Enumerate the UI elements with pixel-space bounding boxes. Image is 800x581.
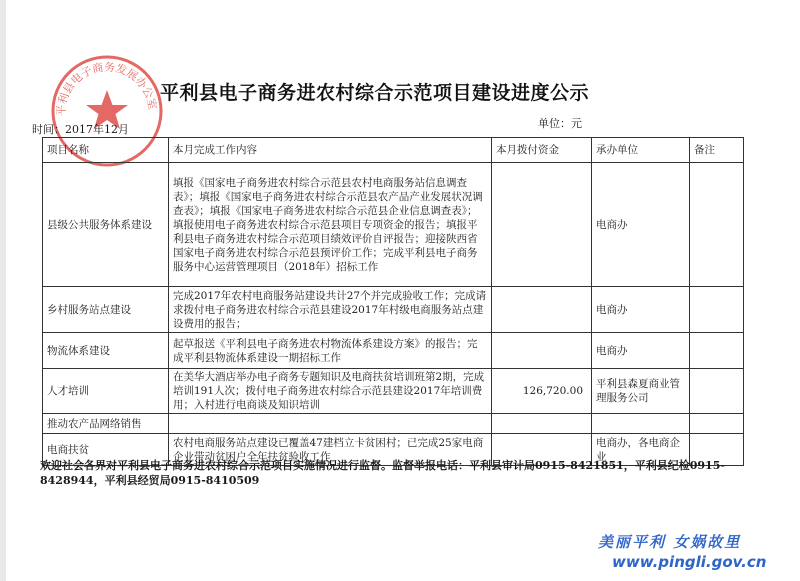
row-project-name: 人才培训 — [43, 369, 169, 414]
row-work-content: 起草报送《平利县电子商务进农村物流体系建设方案》的报告；完成平利县物流体系建设一期招标工作 — [169, 333, 492, 369]
header-work-content: 本月完成工作内容 — [169, 138, 492, 163]
table-row — [43, 369, 744, 414]
row-organizer: 平利县森夏商业管理服务公司 — [592, 369, 690, 414]
site-watermark: 美丽平利 女娲故里 — [598, 533, 742, 551]
row-project-name: 推动农产品网络销售 — [43, 414, 169, 434]
row-funds — [492, 163, 592, 287]
row-funds: 126,720.00 — [492, 369, 592, 414]
row-remarks — [690, 333, 744, 369]
site-url-watermark: www.pingli.gov.cn — [612, 553, 767, 571]
row-funds — [492, 287, 592, 333]
row-work-content: 农村电商服务站点建设已覆盖47建档立卡贫困村；已完成25家电商企业带动贫困户全年扶贫验收工作 — [169, 434, 492, 466]
row-organizer: 电商办，各电商企业 — [592, 434, 690, 466]
row-funds — [492, 414, 592, 434]
row-project-name: 电商扶贫 — [43, 434, 169, 466]
supervision-notice: 欢迎社会各界对平利县电子商务进农村综合示范项目实施情况进行监督。监督举报电话：平利县审计局0915-8421851，平利县纪检0915-8428944，平利县经贸局0915-8410509 — [40, 459, 725, 487]
row-project-name: 乡村服务站点建设 — [43, 287, 169, 333]
table-row — [43, 333, 744, 369]
row-organizer: 电商办 — [592, 287, 690, 333]
progress-table — [42, 137, 744, 466]
header-organizer: 承办单位 — [592, 138, 690, 163]
header-funds: 本月拨付资金 — [492, 138, 592, 163]
table-row — [43, 163, 744, 287]
row-project-name: 物流体系建设 — [43, 333, 169, 369]
currency-unit: 单位：元 — [538, 117, 582, 130]
table-row — [43, 287, 744, 333]
row-work-content: 填报《国家电子商务进农村综合示范县农村电商服务站信息调查表》；填报《国家电子商务进农村综合示范县农产品产业发展状况调查表》；填报《国家电子商务进农村综合示范县企业信息调查表》；填报使用电子商务进农村综合示范县项目专项资金的报告；填报平利县电子商务进农村综合示范项目绩效评价自评报告；迎接陕西省国家电子商务进农村综合示范县预评价工作；完成平利县电子商务服务中心运营管理项目（2018年）招标工作 — [169, 163, 492, 287]
page-title: 平利县电子商务进农村综合示范项目建设进度公示 — [160, 82, 590, 104]
row-organizer: 电商办 — [592, 163, 690, 287]
row-remarks — [690, 163, 744, 287]
header-project-name: 项目名称 — [43, 138, 169, 163]
header-remarks: 备注 — [690, 138, 744, 163]
row-organizer: 电商办 — [592, 333, 690, 369]
row-project-name: 县级公共服务体系建设 — [43, 163, 169, 287]
table-header-row — [43, 138, 744, 163]
row-organizer — [592, 414, 690, 434]
row-remarks — [690, 369, 744, 414]
report-time: 时间：2017年12月 — [32, 123, 129, 136]
svg-text:平利县电子商务发展办公室: 平利县电子商务发展办公室 — [54, 60, 160, 117]
row-work-content — [169, 414, 492, 434]
table-row — [43, 414, 744, 434]
row-remarks — [690, 287, 744, 333]
scan-edge — [0, 0, 6, 581]
row-remarks — [690, 414, 744, 434]
row-work-content: 在美华大酒店举办电子商务专题知识及电商扶贫培训班第2期，完成培训191人次；拨付电子商务进农村综合示范县建设2017年培训费用；入村进行电商谈及知识培训 — [169, 369, 492, 414]
row-work-content: 完成2017年农村电商服务站建设共计27个并完成验收工作；完成请求拨付电子商务进农村综合示范县建设2017年村级电商服务站点建设费用的报告； — [169, 287, 492, 333]
row-funds — [492, 333, 592, 369]
